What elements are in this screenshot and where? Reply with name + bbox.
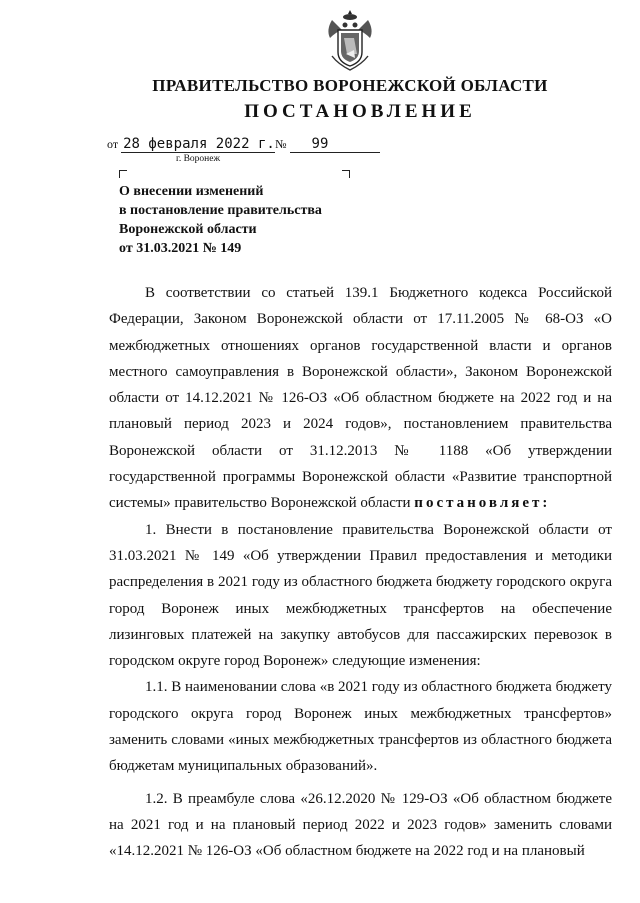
document-subject [119, 182, 322, 258]
date-prefix: от [107, 137, 119, 151]
document-number: 99 [290, 136, 380, 153]
organization-name: ПРАВИТЕЛЬСТВО ВОРОНЕЖСКОЙ ОБЛАСТИ [152, 76, 548, 95]
subject-line: в постановление правительства [119, 203, 322, 218]
document-date: 28 февраля 2022 г. [123, 136, 275, 152]
item-1-2-paragraph: 1.2. В преамбуле слова «26.12.2020 № 129-ОЗ «Об областном бюджете на 2021 год и на плановый период 2022 и 2023 годов» заменить словами «14.12.2021 № 126-ОЗ «Об областном бюджете на 2022 год и на плановый [109, 790, 612, 860]
preamble-text: В соответствии со статьей 139.1 Бюджетного кодекса Российской Федерации, Законом Воронежской области от 17.11.2005 № 68-ОЗ «О межбюджетных отношениях органов государственной власти и органов местного самоуправления в Воронежской области», Законом Воронежской области от 14.12.2021 № 126-ОЗ «Об областном бюджете на 2022 год и на плановый период 2023 и 2024 годов», постановлением правительства Воронежской области от 31.12.2013 № 1188 «Об утверждении государственной программы Воронежской области «Развитие транспортной системы» правительство Воронежской области [109, 285, 612, 512]
subject-line: О внесении изменений [119, 184, 264, 199]
document-body [109, 280, 612, 865]
subject-line: от 31.03.2021 № 149 [119, 241, 242, 256]
subject-corner-left [119, 170, 127, 178]
subject-line: Воронежской области [119, 222, 257, 237]
subject-corner-right [342, 170, 350, 178]
coat-of-arms-icon [324, 8, 376, 74]
item-1-paragraph: 1. Внести в постановление правительства Воронежской области от 31.03.2021 № 149 «Об утверждении Правил предоставления и методики распределения в 2021 году из областного бюджета бюджету городского округа город Воронеж иных межбюджетных трансфертов на обеспечение лизинговых платежей на закупку автобусов для пассажирских перевозок в городском округе город Воронеж» следующие изменения: [109, 521, 612, 670]
document-type-title: ПОСТАНОВЛЕНИЕ [244, 101, 476, 122]
city-label: г. Воронеж [176, 154, 221, 164]
decree-word: постановляет: [414, 495, 551, 512]
preamble-paragraph [109, 280, 612, 517]
number-label: № [275, 137, 287, 151]
item-1-1-paragraph: 1.1. В наименовании слова «в 2021 году из областного бюджета бюджету городского округа город Воронеж иных межбюджетных трансфертов» заменить словами «иных межбюджетных трансфертов из областного бюджета бюджетам муниципальных образований». [109, 679, 612, 775]
date-number-line [107, 136, 380, 153]
